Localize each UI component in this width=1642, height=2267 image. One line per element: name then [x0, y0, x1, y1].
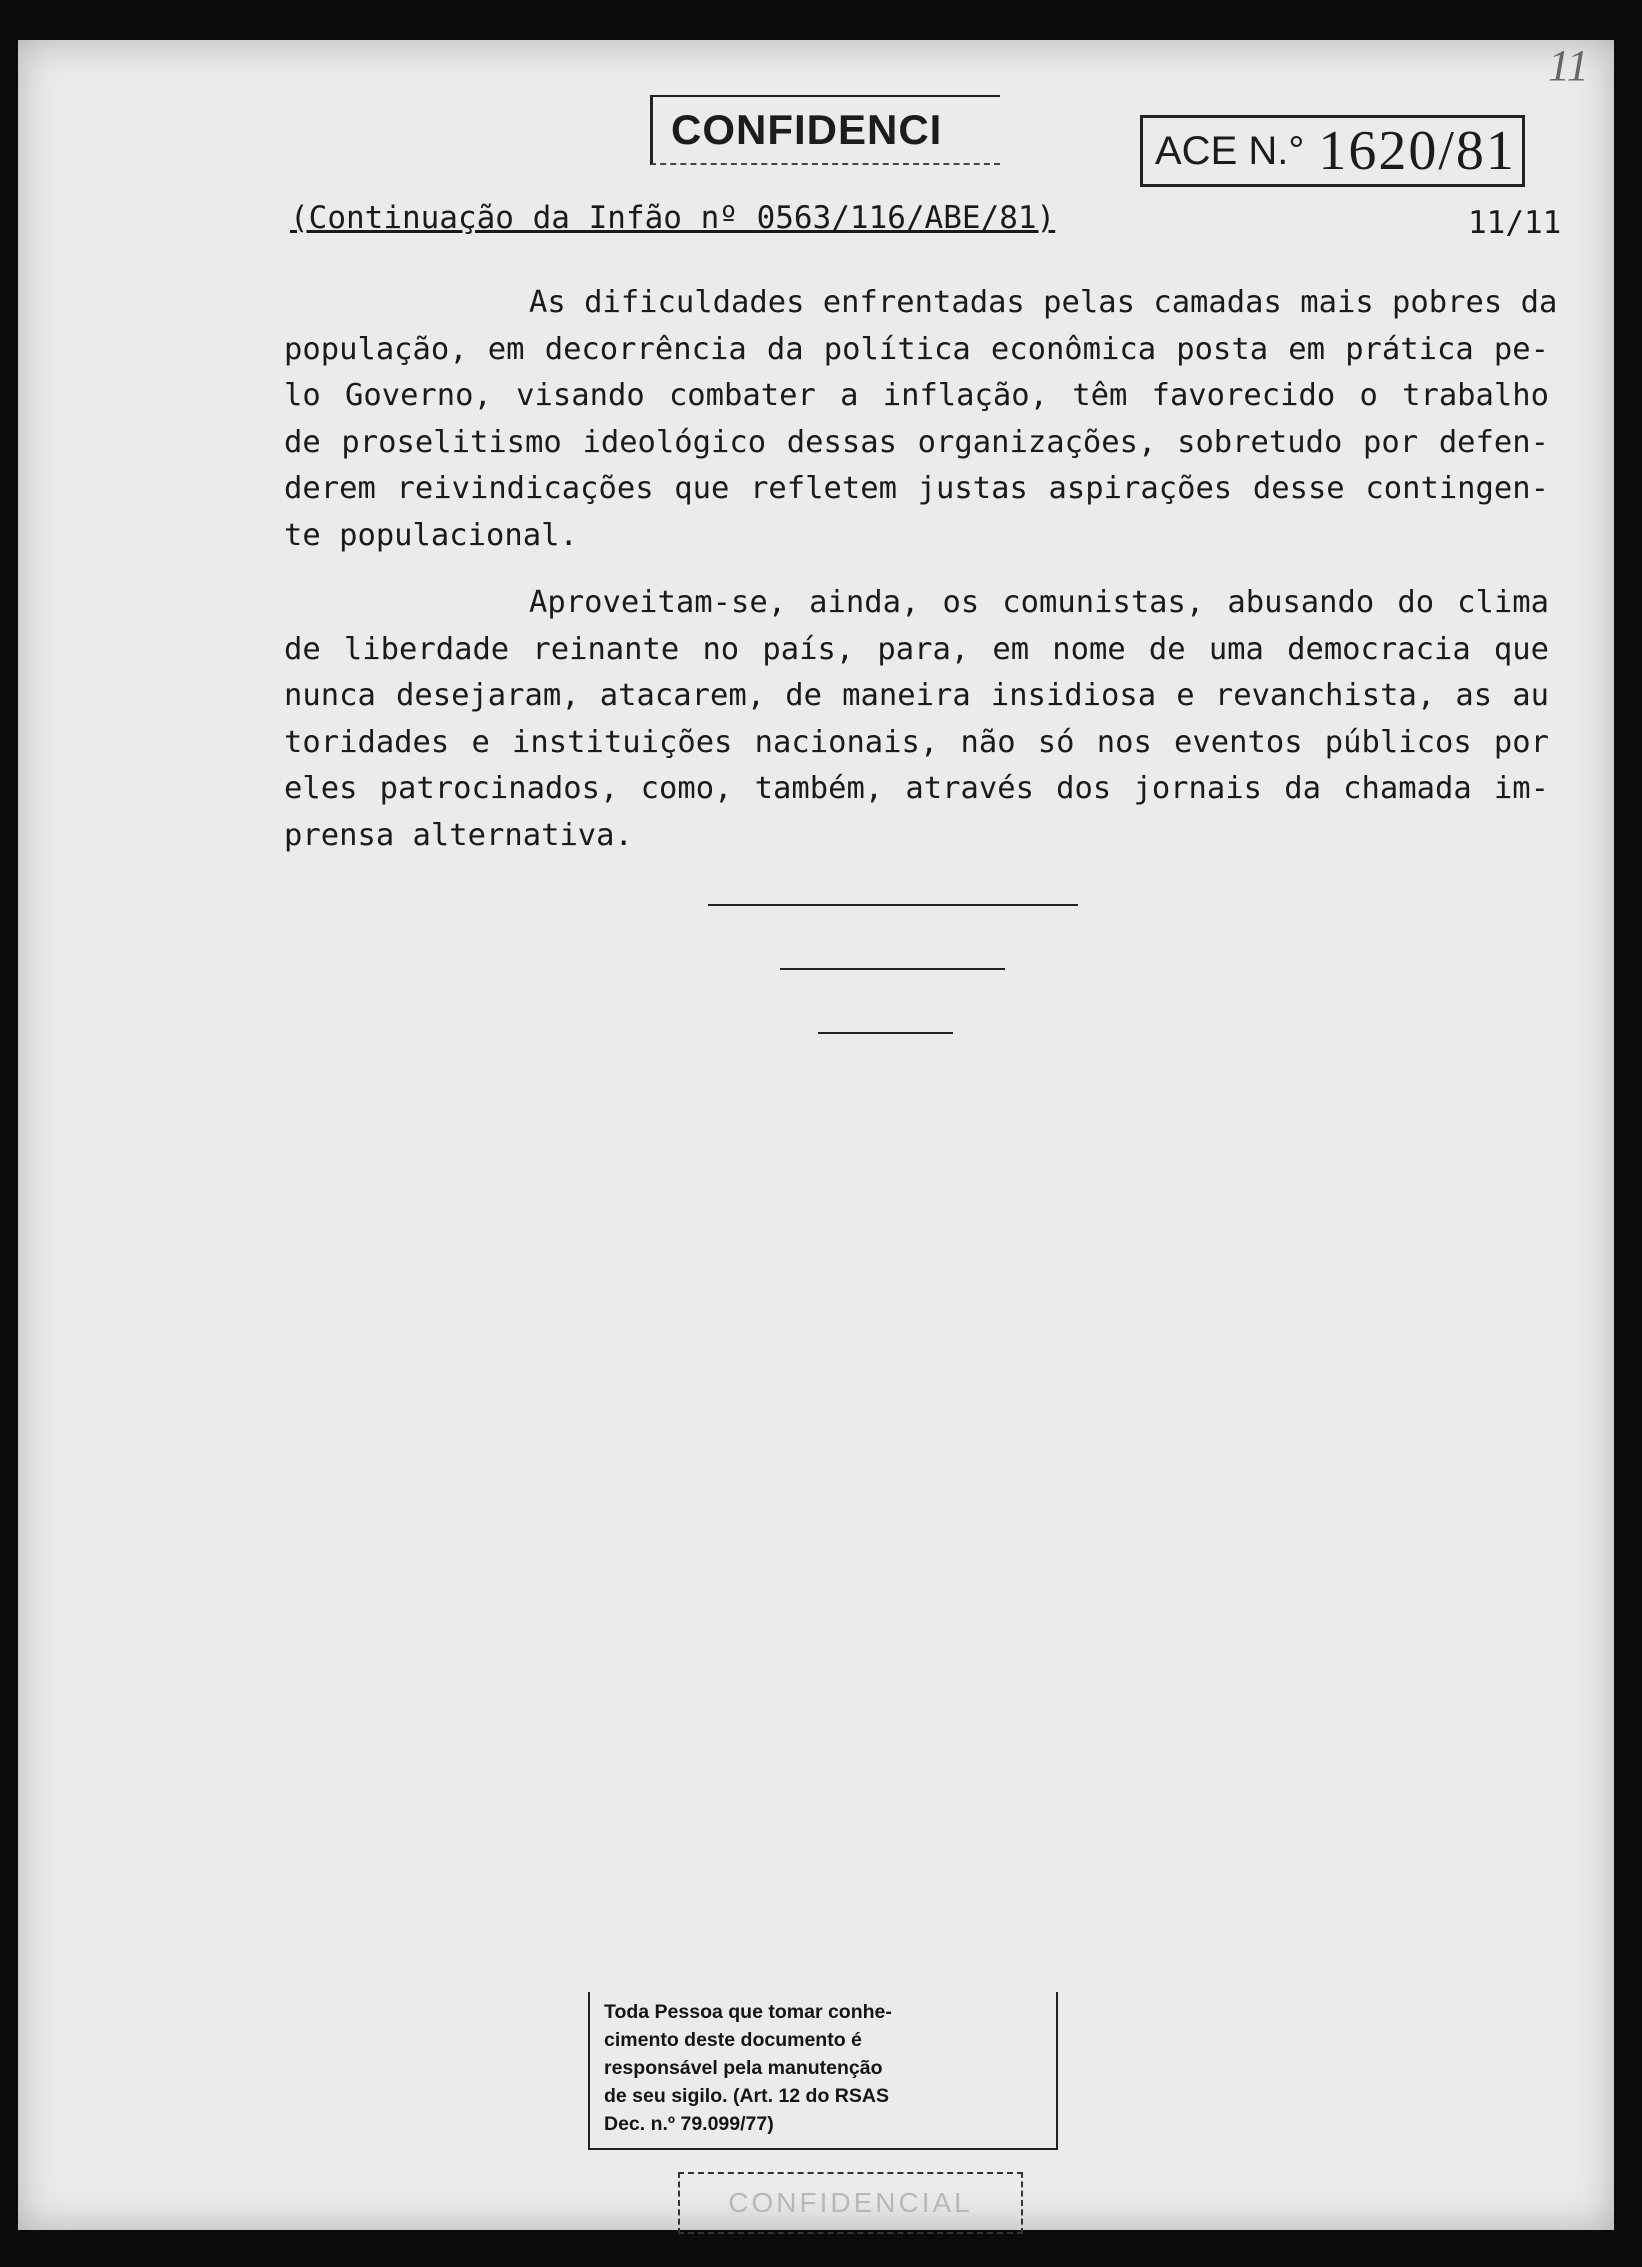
confidentiality-notice [588, 1992, 1058, 2150]
body-paragraph-2 [284, 580, 1549, 859]
notice-line: Dec. n.º 79.099/77) [604, 2113, 774, 2135]
closing-rule-3 [818, 1032, 953, 1034]
confidential-stamp-top: CONFIDENCI [650, 95, 1000, 165]
text-line: te populacional. [284, 517, 578, 553]
text-line: eles patrocinados, como, também, através dos jornais da chamada im- [284, 771, 1549, 806]
text-line: de proselitismo ideológico dessas organizações, sobretudo por defen- [284, 424, 1549, 460]
text-line: prensa alternativa. [284, 817, 633, 853]
text-line: de liberdade reinante no país, para, em nome de uma democracia que [284, 631, 1549, 667]
text-line: As dificuldades enfrentadas pelas camadas mais pobres da [529, 285, 1558, 320]
text-line: lo Governo, visando combater a inflação, têm favorecido o trabalho [284, 378, 1549, 413]
text-line: população, em decorrência da política econômica posta em prática pe- [284, 331, 1549, 367]
closing-rule-2 [780, 968, 1005, 970]
notice-line: de seu sigilo. (Art. 12 do RSAS [604, 2085, 889, 2107]
body-paragraph-1 [284, 280, 1558, 559]
page-number: 11/11 [1468, 205, 1562, 241]
text-line: nunca desejaram, atacarem, de maneira insidiosa e revanchista, as au [284, 678, 1549, 713]
ace-label: ACE N.° [1155, 128, 1305, 173]
ace-number: 1620/81 [1318, 120, 1516, 182]
ace-number-stamp [1140, 115, 1525, 187]
corner-handwritten-mark: 11 [1548, 41, 1589, 90]
document-reference: (Continuação da Infão nº 0563/116/ABE/81) [290, 200, 1056, 236]
text-line: Aproveitam-se, ainda, os comunistas, abusando do clima [529, 585, 1549, 620]
notice-line: Toda Pessoa que tomar conhe- [604, 2001, 892, 2023]
notice-line: responsável pela manutenção [604, 2057, 883, 2079]
document-page [18, 40, 1614, 2230]
text-line: toridades e instituições nacionais, não só nos eventos públicos por [284, 724, 1549, 760]
notice-line: cimento deste documento é [604, 2029, 862, 2051]
confidential-stamp-bottom: CONFIDENCIAL [678, 2172, 1023, 2234]
closing-rule-1 [708, 904, 1078, 906]
text-line: derem reivindicações que refletem justas aspirações desse contingen- [284, 471, 1549, 506]
